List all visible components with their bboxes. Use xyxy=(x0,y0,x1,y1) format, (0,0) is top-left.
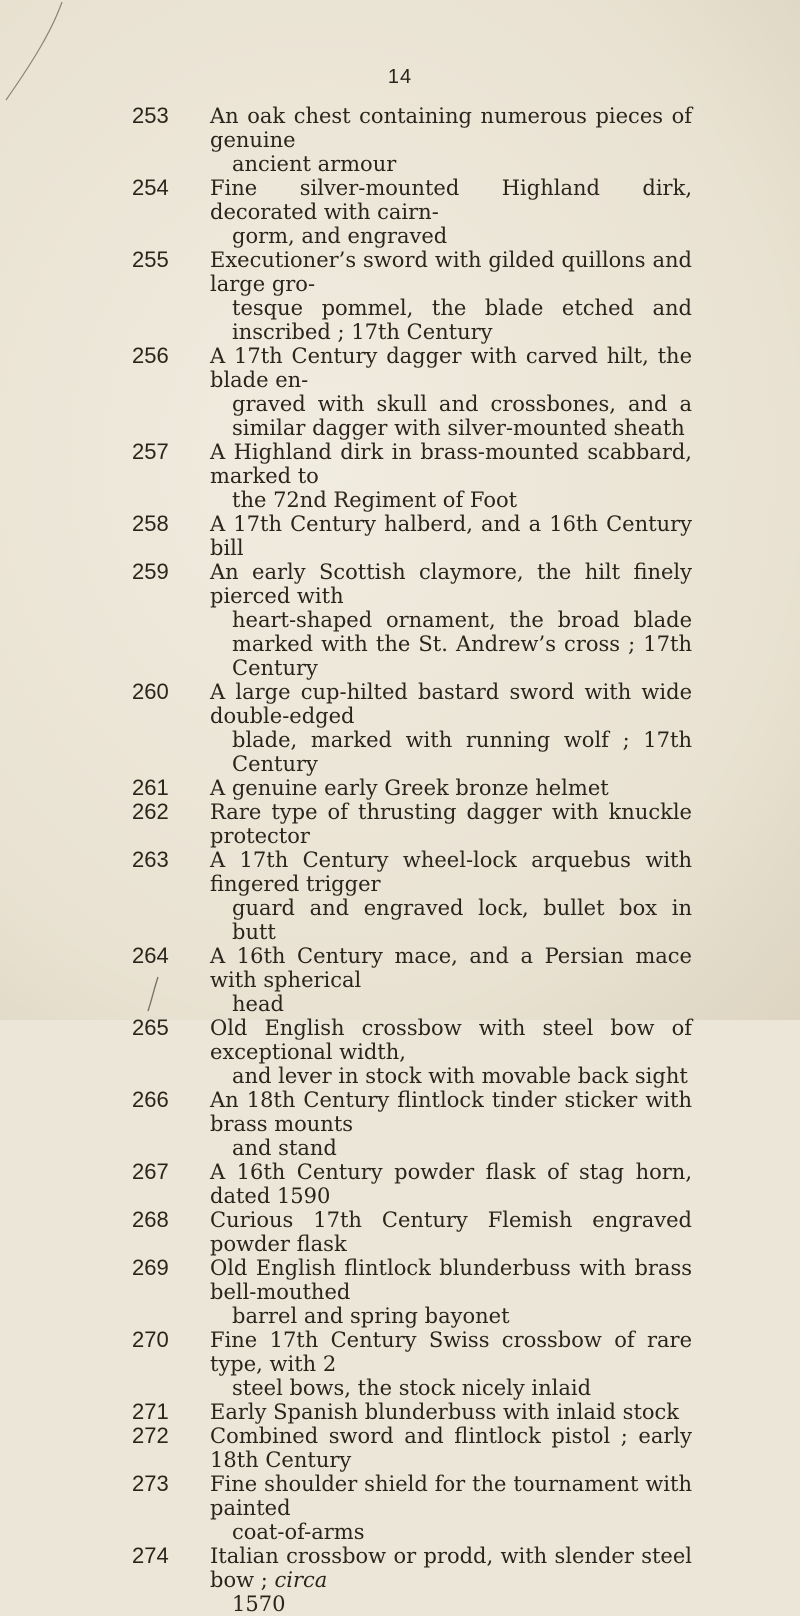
lot-description: Combined sword and flintlock pistol ; early 18th Century xyxy=(210,1424,692,1472)
lot-description: A 16th Century powder flask of stag horn, dated 1590 xyxy=(210,1160,692,1208)
lot-description: Fine 17th Century Swiss crossbow of rare type, with 2 steel bows, the stock nicely inlaid xyxy=(210,1328,692,1400)
lot-description: Fine shoulder shield for the tournament with painted coat-of-arms xyxy=(210,1472,692,1544)
lot-number: 268 xyxy=(132,1207,169,1232)
lot-number: 262 xyxy=(132,799,169,824)
lot-list xyxy=(0,104,800,1616)
lot-number: 256 xyxy=(132,343,169,368)
lot-number: 257 xyxy=(132,439,169,464)
lot-number: 255 xyxy=(132,247,169,272)
page-number: 14 xyxy=(387,66,413,88)
lot-description: Early Spanish blunderbuss with inlaid stock xyxy=(210,1400,680,1424)
lot-entry xyxy=(0,848,800,944)
lot-description: A 17th Century wheel-lock arquebus with fingered trigger guard and engraved lock, bullet box in butt xyxy=(210,848,692,944)
lot-entry xyxy=(0,1016,800,1088)
lot-number: 266 xyxy=(132,1087,169,1112)
lot-description: Curious 17th Century Flemish engraved powder flask xyxy=(210,1208,692,1256)
lot-number: 260 xyxy=(132,679,169,704)
lot-number: 253 xyxy=(132,103,169,128)
pencil-mark-top-left xyxy=(0,0,80,110)
lot-entry xyxy=(0,560,800,680)
lot-entry xyxy=(0,800,800,848)
lot-entry xyxy=(0,1544,800,1616)
lot-entry xyxy=(0,1400,800,1424)
lot-number: 259 xyxy=(132,559,169,584)
lot-number: 267 xyxy=(132,1159,169,1184)
lot-entry xyxy=(0,944,800,1016)
lot-number: 265 xyxy=(132,1015,169,1040)
lot-description: Fine silver-mounted Highland dirk, decorated with cairn- gorm, and engraved xyxy=(210,176,692,248)
lot-description: A Highland dirk in brass-mounted scabbard, marked to the 72nd Regiment of Foot xyxy=(210,440,692,512)
lot-description: A 16th Century mace, and a Persian mace with spherical head xyxy=(210,944,692,1016)
lot-number: 254 xyxy=(132,175,169,200)
lot-number: 261 xyxy=(132,775,169,800)
lot-number: 263 xyxy=(132,847,169,872)
lot-entry xyxy=(0,1472,800,1544)
lot-entry xyxy=(0,776,800,800)
lot-entry xyxy=(0,176,800,248)
lot-number: 273 xyxy=(132,1471,169,1496)
lot-description: An 18th Century flintlock tinder sticker with brass mounts and stand xyxy=(210,1088,692,1160)
lot-entry xyxy=(0,104,800,176)
lot-description: A genuine early Greek bronze helmet xyxy=(210,776,609,800)
lot-description: Rare type of thrusting dagger with knuckle protector xyxy=(210,800,692,848)
lot-entry xyxy=(0,1328,800,1400)
lot-description: A 17th Century halberd, and a 16th Century bill xyxy=(210,512,692,560)
lot-entry xyxy=(0,1208,800,1256)
lot-entry xyxy=(0,512,800,560)
lot-description: Old English flintlock blunderbuss with brass bell-mouthed barrel and spring bayonet xyxy=(210,1256,692,1328)
lot-entry xyxy=(0,680,800,776)
lot-description: An early Scottish claymore, the hilt finely pierced with heart-shaped ornament, the broad blade marked with the St. Andrew’s cross ; 17th Century xyxy=(210,560,692,680)
lot-description: Executioner’s sword with gilded quillons and large gro- tesque pommel, the blade etched and inscribed ; 17th Century xyxy=(210,248,692,344)
lot-number: 270 xyxy=(132,1327,169,1352)
lot-description: A large cup-hilted bastard sword with wide double-edged blade, marked with running wolf ; 17th Century xyxy=(210,680,692,776)
lot-description: Old English crossbow with steel bow of exceptional width, and lever in stock with movable back sight xyxy=(210,1016,692,1088)
lot-entry xyxy=(0,1160,800,1208)
lot-number: 272 xyxy=(132,1423,169,1448)
lot-number: 264 xyxy=(132,943,169,968)
lot-entry xyxy=(0,248,800,344)
lot-description: An oak chest containing numerous pieces of genuine ancient armour xyxy=(210,104,692,176)
lot-entry xyxy=(0,1256,800,1328)
lot-number: 269 xyxy=(132,1255,169,1280)
lot-entry xyxy=(0,1088,800,1160)
lot-entry xyxy=(0,1424,800,1472)
lot-entry xyxy=(0,440,800,512)
lot-number: 258 xyxy=(132,511,169,536)
lot-description: A 17th Century dagger with carved hilt, the blade en- graved with skull and crossbones, and a similar dagger with silver-mounted sheath xyxy=(210,344,692,440)
lot-number: 271 xyxy=(132,1399,169,1424)
lot-number: 274 xyxy=(132,1543,169,1568)
lot-description: Italian crossbow or prodd, with slender steel bow ; circa 1570 xyxy=(210,1544,692,1616)
lot-entry xyxy=(0,344,800,440)
